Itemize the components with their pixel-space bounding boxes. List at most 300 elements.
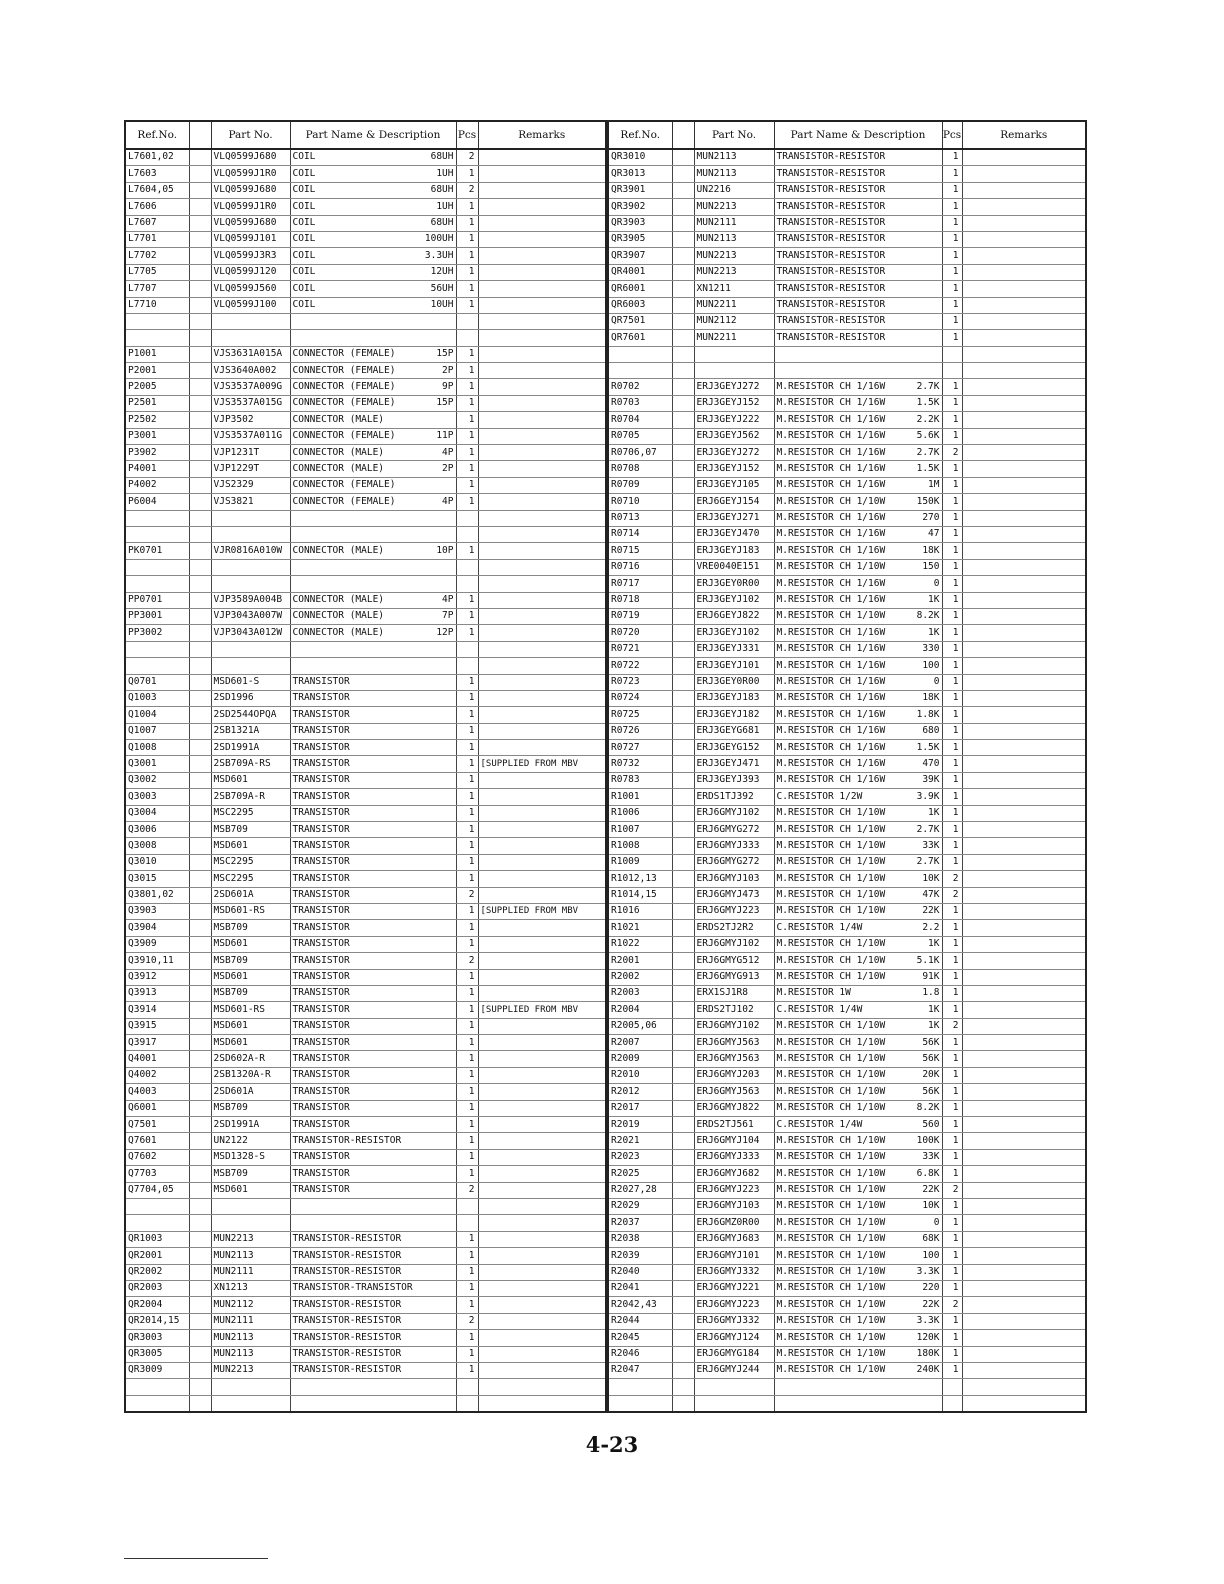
description-wrap [293,970,454,984]
description-wrap [777,478,940,492]
value-text [936,314,940,328]
description-text: M.RESISTOR CH 1/10W [776,954,886,966]
description-header: Part Name & Description [290,121,456,149]
value-text [450,1118,454,1132]
remarks-cell [962,805,1086,821]
pcs-cell: 1 [456,1231,478,1247]
part-no-cell: MUN2111 [211,1264,290,1280]
value-text [450,1314,454,1328]
remarks-cell [962,297,1086,313]
description-wrap [293,1101,454,1115]
description-text: M.RESISTOR CH 1/10W [776,1315,886,1327]
pcs-cell [456,1215,478,1231]
description-text: TRANSISTOR [292,1036,350,1048]
pcs-cell: 1 [456,740,478,756]
pcs-cell: 1 [942,510,962,526]
remarks-cell [962,920,1086,936]
pcs-cell [456,559,478,575]
description-cell [774,461,942,477]
table-row [608,461,1086,477]
remarks-cell [962,559,1086,575]
pcs-cell: 1 [456,543,478,559]
remarks-cell [478,1395,606,1412]
spacer-cell [672,608,694,624]
spacer-cell [189,592,211,608]
pcs-cell: 1 [456,871,478,887]
remarks-cell [962,149,1086,166]
value-text: 180K [916,1348,940,1359]
value-text: 8.2K [916,610,940,622]
value-text: 2.7K [916,446,940,458]
description-wrap [777,298,940,312]
description-text: M.RESISTOR CH 1/10W [776,1167,886,1179]
value-text: 1.8 [922,987,940,999]
description-cell [290,1100,456,1116]
description-cell [774,395,942,411]
remarks-cell [962,1166,1086,1182]
part-no-cell: ERJ6GEYJ822 [694,608,774,624]
description-cell [290,199,456,215]
table-row [608,1362,1086,1378]
blank-row [608,1395,1086,1412]
table-row [608,608,1086,624]
remarks-cell [962,936,1086,952]
remarks-cell [478,1199,606,1215]
part-no-cell: ERJ6GMYJ332 [694,1313,774,1329]
remarks-cell [478,543,606,559]
remarks-cell [962,215,1086,231]
part-no-cell [211,641,290,657]
spacer-cell [672,805,694,821]
value-text [936,183,940,197]
ref-no-cell [608,1395,672,1412]
pcs-cell: 1 [942,395,962,411]
description-text: TRANSISTOR [292,889,350,901]
description-cell [290,297,456,313]
table-row [608,297,1086,313]
description-cell [774,1100,942,1116]
description-wrap [777,904,940,918]
pcs-cell: 1 [456,805,478,821]
ref-no-cell: P2502 [125,412,189,428]
part-no-cell: ERJ6GMYG184 [694,1346,774,1362]
part-no-cell: VLQ0599J120 [211,264,290,280]
spacer-cell [672,953,694,969]
table-row [125,822,606,838]
table-row [608,1117,1086,1133]
spacer-cell [189,231,211,247]
remarks-cell: [SUPPLIED FROM MBV [478,1002,606,1018]
parts-table-left-body [125,149,606,1412]
value-text: 12P [436,626,454,638]
description-wrap [293,1085,454,1099]
pcs-cell: 1 [456,1133,478,1149]
value-text: 330 [922,643,940,655]
remarks-cell [962,445,1086,461]
spacer-header [672,121,694,149]
description-cell [290,723,456,739]
remarks-cell [962,608,1086,624]
remarks-cell [962,461,1086,477]
part-no-cell: MUN2113 [211,1248,290,1264]
pcs-cell: 1 [942,559,962,575]
description-wrap [777,790,940,804]
description-text: TRANSISTOR [292,823,350,835]
pcs-cell: 1 [456,395,478,411]
remarks-cell [478,822,606,838]
value-text [450,741,454,755]
description-cell [774,379,942,395]
spacer-cell [189,1067,211,1083]
part-no-cell: VLQ0599J560 [211,281,290,297]
description-wrap [777,265,940,279]
part-no-cell: MSB709 [211,1100,290,1116]
pcs-cell: 2 [942,445,962,461]
ref-no-cell: R2007 [608,1035,672,1051]
table-row [125,1067,606,1083]
table-row [608,1280,1086,1296]
table-row [608,412,1086,428]
spacer-cell [189,854,211,870]
blank-row [608,346,1086,362]
remarks-cell [478,707,606,723]
table-row [125,756,606,772]
part-no-cell: ERJ3GEYJ222 [694,412,774,428]
value-text: 10K [922,872,940,884]
value-text [450,1167,454,1181]
table-row [608,740,1086,756]
ref-no-cell [125,658,189,674]
pcs-cell: 1 [456,264,478,280]
table-row [125,723,606,739]
ref-no-cell: QR3905 [608,231,672,247]
part-no-cell: VLQ0599J101 [211,231,290,247]
ref-no-cell: R1016 [608,903,672,919]
value-text: 240K [916,1364,940,1376]
blank-row [608,363,1086,379]
pcs-cell: 1 [456,1346,478,1362]
pcs-cell: 1 [456,1084,478,1100]
spacer-cell [672,592,694,608]
ref-no-cell: R0723 [608,674,672,690]
description-wrap [293,1298,454,1312]
value-text [936,200,940,214]
description-text: COIL [292,167,316,179]
value-text [450,1281,454,1295]
value-text: 56UH [430,282,454,294]
pcs-cell: 1 [456,346,478,362]
description-text: TRANSISTOR [292,692,350,704]
part-no-cell: MUN2213 [694,248,774,264]
part-no-cell: VLQ0599J680 [211,182,290,198]
remarks-cell [478,1100,606,1116]
spacer-cell [189,1182,211,1198]
remarks-cell [962,1379,1086,1395]
description-text: M.RESISTOR CH 1/10W [776,561,886,573]
table-row [125,1264,606,1280]
description-wrap [777,462,940,476]
description-wrap [293,954,454,968]
table-row [608,166,1086,182]
table-row [608,903,1086,919]
description-text: M.RESISTOR CH 1/16W [776,446,886,458]
table-row [125,903,606,919]
remarks-cell [962,740,1086,756]
description-text: M.RESISTOR CH 1/10W [776,1233,886,1245]
part-no-cell [694,1395,774,1412]
table-row [125,789,606,805]
description-text: TRANSISTOR [292,1085,350,1097]
value-text: 68K [922,1233,940,1245]
description-text: TRANSISTOR-RESISTOR [776,315,886,327]
description-wrap [293,593,454,607]
value-text: 8.2K [916,1102,940,1114]
description-cell [774,887,942,903]
pcs-cell: 1 [942,1362,962,1378]
part-no-cell [694,363,774,379]
blank-row [125,559,606,575]
value-text [450,1232,454,1246]
description-cell [774,1346,942,1362]
part-no-cell: MSD1328-S [211,1149,290,1165]
value-text: 1K [928,626,940,638]
description-wrap [293,413,454,427]
value-text: 91K [922,971,940,983]
pcs-cell [456,1199,478,1215]
remarks-cell [478,772,606,788]
description-cell [774,953,942,969]
description-wrap [293,282,454,296]
description-wrap [777,183,940,197]
value-text: 18K [922,544,940,556]
spacer-cell [189,559,211,575]
part-no-cell: ERDS2TJ561 [694,1117,774,1133]
ref-no-cell [125,641,189,657]
description-wrap [293,626,454,640]
part-no-cell: MSB709 [211,920,290,936]
remarks-cell [478,1264,606,1280]
part-no-cell: 2SD601A [211,1084,290,1100]
pcs-cell: 1 [456,1280,478,1296]
description-wrap [777,1265,940,1279]
part-no-cell: ERJ6GMYJ563 [694,1035,774,1051]
table-row [125,297,606,313]
description-wrap [777,642,940,656]
value-text: 11P [436,430,454,442]
description-cell [290,1346,456,1362]
description-cell [290,346,456,362]
pcs-cell: 2 [456,182,478,198]
pcs-cell: 1 [456,1297,478,1313]
part-no-cell [211,1199,290,1215]
description-text: M.RESISTOR CH 1/10W [776,1282,886,1294]
pcs-cell: 1 [456,445,478,461]
pcs-cell: 1 [942,822,962,838]
part-no-cell: VLQ0599J680 [211,149,290,166]
ref-no-cell: P1001 [125,346,189,362]
ref-no-cell: P2501 [125,395,189,411]
ref-no-cell [125,313,189,329]
part-no-cell: ERJ6GMYJ103 [694,871,774,887]
spacer-cell [672,1002,694,1018]
remarks-cell [962,477,1086,493]
description-text: TRANSISTOR [292,971,350,983]
part-no-cell: MUN2111 [211,1313,290,1329]
description-cell [774,1117,942,1133]
pcs-cell: 1 [456,936,478,952]
description-cell [774,592,942,608]
description-text: TRANSISTOR-RESISTOR [776,167,886,179]
pcs-cell: 1 [942,936,962,952]
remarks-cell [962,1280,1086,1296]
remarks-cell [478,363,606,379]
pcs-cell: 1 [942,1264,962,1280]
description-wrap [293,1232,454,1246]
spacer-cell [672,297,694,313]
remarks-cell [478,920,606,936]
description-cell [774,854,942,870]
pcs-cell [456,330,478,346]
description-wrap [777,1216,940,1230]
pcs-cell: 1 [942,1133,962,1149]
description-text: M.RESISTOR CH 1/16W [776,708,886,720]
table-row [608,723,1086,739]
value-text: 4P [442,446,454,458]
part-no-cell: ERJ3GEYJ470 [694,526,774,542]
value-text: 33K [922,839,940,851]
part-no-cell [211,1395,290,1412]
description-text: TRANSISTOR-RESISTOR [776,299,886,310]
part-no-cell: 2SD601A [211,887,290,903]
description-cell [290,1231,456,1247]
description-text: M.RESISTOR CH 1/10W [776,1249,886,1261]
spacer-cell [189,461,211,477]
pcs-cell: 1 [942,1117,962,1133]
description-cell [290,231,456,247]
description-text: COIL [292,217,316,229]
part-no-cell: ERDS2TJ102 [694,1002,774,1018]
ref-no-cell: Q7601 [125,1133,189,1149]
description-wrap [777,544,940,558]
part-no-cell: ERJ6GMYJ124 [694,1330,774,1346]
ref-no-cell: R1012,13 [608,871,672,887]
part-no-cell: VJP3043A007W [211,608,290,624]
description-wrap [293,855,454,869]
description-wrap [293,1150,454,1164]
remarks-cell [478,281,606,297]
description-cell [290,1149,456,1165]
table-row [125,379,606,395]
table-row [608,985,1086,1001]
spacer-cell [672,1117,694,1133]
ref-no-cell: R0726 [608,723,672,739]
table-row [125,1346,606,1362]
remarks-cell [478,248,606,264]
table-row [608,854,1086,870]
spacer-cell [672,264,694,280]
pcs-cell: 1 [456,297,478,313]
ref-no-cell: PK0701 [125,543,189,559]
description-wrap [777,937,940,951]
value-text: 4P [442,594,454,606]
description-text: TRANSISTOR-RESISTOR [776,282,886,294]
remarks-cell [478,789,606,805]
value-text [936,249,940,263]
description-cell [774,182,942,198]
value-text [450,1265,454,1279]
spacer-cell [189,297,211,313]
value-text: 5.1K [916,954,940,966]
description-text: TRANSISTOR-RESISTOR [776,151,886,163]
description-wrap [777,691,940,705]
pcs-cell: 1 [942,215,962,231]
remarks-cell [962,887,1086,903]
ref-no-cell: R0720 [608,625,672,641]
description-text: CONNECTOR (MALE) [292,446,385,458]
description-wrap [293,691,454,705]
spacer-cell [189,1297,211,1313]
part-no-cell: ERJ3GEYJ393 [694,772,774,788]
description-wrap [777,1331,940,1345]
description-cell [290,1297,456,1313]
description-cell [774,903,942,919]
pcs-cell: 1 [456,1330,478,1346]
description-cell [290,789,456,805]
part-no-cell: ERJ6GMYJ102 [694,936,774,952]
value-text: 1K [928,1003,940,1015]
ref-no-cell: QR3903 [608,215,672,231]
description-cell [774,871,942,887]
value-text [450,1347,454,1361]
part-no-cell: VJR0816A010W [211,543,290,559]
remarks-cell [478,1313,606,1329]
ref-no-cell: Q3910,11 [125,953,189,969]
description-text: TRANSISTOR-TRANSISTOR [292,1282,413,1294]
description-text: M.RESISTOR CH 1/10W [776,1069,886,1081]
table-row [608,592,1086,608]
ref-no-cell: Q3915 [125,1018,189,1034]
spacer-cell [189,1199,211,1215]
description-wrap [777,216,940,230]
pcs-cell: 1 [942,231,962,247]
description-wrap [777,1347,940,1361]
ref-no-cell: R0727 [608,740,672,756]
description-text: CONNECTOR (MALE) [292,544,385,556]
value-text [936,298,940,312]
spacer-cell [189,1395,211,1412]
table-row [608,1346,1086,1362]
pcs-cell: 1 [942,264,962,280]
pcs-cell: 1 [942,1051,962,1067]
remarks-cell [962,1182,1086,1198]
description-wrap [777,1003,940,1017]
ref-no-cell: QR6001 [608,281,672,297]
spacer-cell [672,199,694,215]
part-no-cell: MSD601-RS [211,903,290,919]
spacer-cell [189,887,211,903]
table-row [125,592,606,608]
remarks-cell [478,1231,606,1247]
spacer-cell [189,313,211,329]
description-wrap [293,1118,454,1132]
remarks-cell [478,936,606,952]
table-row [608,1067,1086,1083]
description-wrap [777,331,940,345]
part-no-cell [694,1379,774,1395]
page-number: 4-23 [585,1432,639,1457]
table-row [608,822,1086,838]
ref-no-cell: R2004 [608,1002,672,1018]
